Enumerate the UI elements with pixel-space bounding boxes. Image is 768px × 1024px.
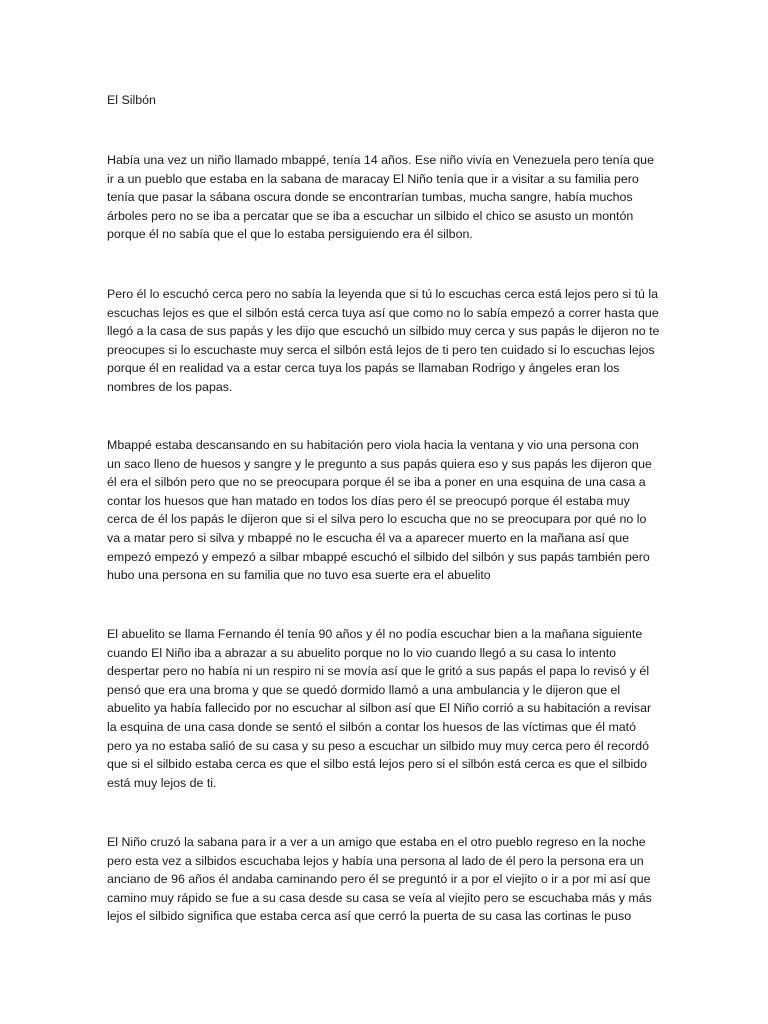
paragraph-line: despertar pero no había ni un respiro ni se movía así que le gritó a sus papás el papa lo revisó y él xyxy=(107,664,650,679)
paragraph-line: contar los huesos que han matado en todos los días pero él se preocupó porque él estaba muy xyxy=(107,493,630,508)
paragraph-line: cuando El Niño iba a abrazar a su abuelito porque no lo vio cuando llegó a su casa lo intento xyxy=(107,645,617,660)
paragraph-line: El Niño cruzó la sabana para ir a ver a un amigo que estaba en el otro pueblo regreso en la noche xyxy=(107,835,646,849)
paragraph-line: Mbappé estaba descansando en su habitación pero viola hacia la ventana y vio una persona con xyxy=(107,438,639,452)
paragraph-line: camino muy rápido se fue a su casa desde su casa se veía al viejito pero se escuchaba más y más xyxy=(107,890,652,905)
paragraph-line: pero esta vez a silbidos escuchaba lejos y había una persona al lado de él pero la persona era un xyxy=(107,853,644,868)
paragraph-5 xyxy=(107,833,652,926)
paragraph-line: preocupes si lo escuchaste muy serca el silbón está lejos de ti pero ten cuidado si lo escuchas lejos xyxy=(107,342,655,357)
paragraph-line: está muy lejos de ti. xyxy=(107,775,217,790)
paragraph-line: Pero él lo escuchó cerca pero no sabía la leyenda que si tú lo escuchas cerca está lejos pero si tú la xyxy=(107,287,659,301)
paragraph-line: nombres de los papas. xyxy=(107,379,233,394)
paragraph-line: llegó a la casa de sus papás y les dijo que escuchó un silbido muy cerca y sus papás le dijeron no te xyxy=(107,324,660,339)
paragraph-line: porque él no sabía que el que lo estaba persiguiendo era él silbon. xyxy=(107,227,473,242)
paragraph-line: él era el silbón pero que no se preocupara porque él se iba a poner en una esquina de una casa a xyxy=(107,475,646,490)
paragraph-3 xyxy=(107,436,652,585)
paragraph-line: un saco lleno de huesos y sangre y le pregunto a sus papás quiera eso y sus papás les dijeron que xyxy=(107,456,652,471)
paragraph-line: árboles pero no se iba a percatar que se iba a escuchar un silbido el chico se asusto un montón xyxy=(107,208,634,223)
title-text: El Silbón xyxy=(107,93,156,107)
paragraph-line: hubo una persona en su familia que no tuvo esa suerte era el abuelito xyxy=(107,568,491,583)
paragraph-line: va a matar pero si silva y mbappé no le escucha él va a aparecer muerto en la mañana así que xyxy=(107,530,630,545)
paragraph-line: tenía que pasar la sábana oscura donde se encontrarían tumbas, mucha sangre, había muchos xyxy=(107,190,633,205)
paragraph-4 xyxy=(107,625,651,792)
paragraph-line: ir a un pueblo que estaba en la sabana de maracay El Niño tenía que ir a visitar a su familia pero xyxy=(107,171,639,186)
paragraph-line: escuchas lejos es que el silbón está cerca tuya así que como no lo sabía empezó a correr hasta que xyxy=(107,305,659,320)
paragraph-line: lejos el silbido significa que estaba cerca así que cerró la puerta de su casa las cortinas le puso xyxy=(107,909,632,924)
paragraph-line: que si el silbido estaba cerca es que el silbo está lejos pero si el silbón está cerca es que el silbido xyxy=(107,757,647,772)
paragraph-1 xyxy=(107,151,654,244)
paragraph-line: Había una vez un niño llamado mbappé, tenía 14 años. Ese niño vivía en Venezuela pero tenía que xyxy=(107,153,654,167)
paragraph-line: cerca de él los papás le dijeron que si el silva pero lo escucha que no se preocupara por qué no lo xyxy=(107,512,647,527)
paragraph-line: abuelito ya había fallecido por no escuchar al silbon así que El Niño corrió a su habitación a revisar xyxy=(107,701,652,716)
paragraph-line: pensó que era una broma y que se quedó dormido llamó a una ambulancia y le dijeron que el xyxy=(107,682,621,697)
paragraph-line: porque él en realidad va a estar cerca tuya los papás se llamaban Rodrigo y ángeles eran los xyxy=(107,361,620,376)
paragraph-line: El abuelito se llama Fernando él tenía 90 años y él no podía escuchar bien a la mañana siguiente xyxy=(107,627,643,641)
paragraph-line: pero ya no estaba salió de su casa y su peso a escuchar un silbido muy muy cerca pero él recordó xyxy=(107,738,650,753)
paragraph-2 xyxy=(107,285,659,397)
paragraph-line: la esquina de una casa donde se sentó el silbón a contar los huesos de las víctimas que él mató xyxy=(107,719,636,734)
document-title xyxy=(107,91,156,110)
paragraph-line: empezó empezó y empezó a silbar mbappé escuchó el silbido del silbón y sus papás también pero xyxy=(107,549,650,564)
paragraph-line: anciano de 96 años él andaba caminando pero él se preguntó ir a por el viejito o ir a por mi así que xyxy=(107,872,651,887)
